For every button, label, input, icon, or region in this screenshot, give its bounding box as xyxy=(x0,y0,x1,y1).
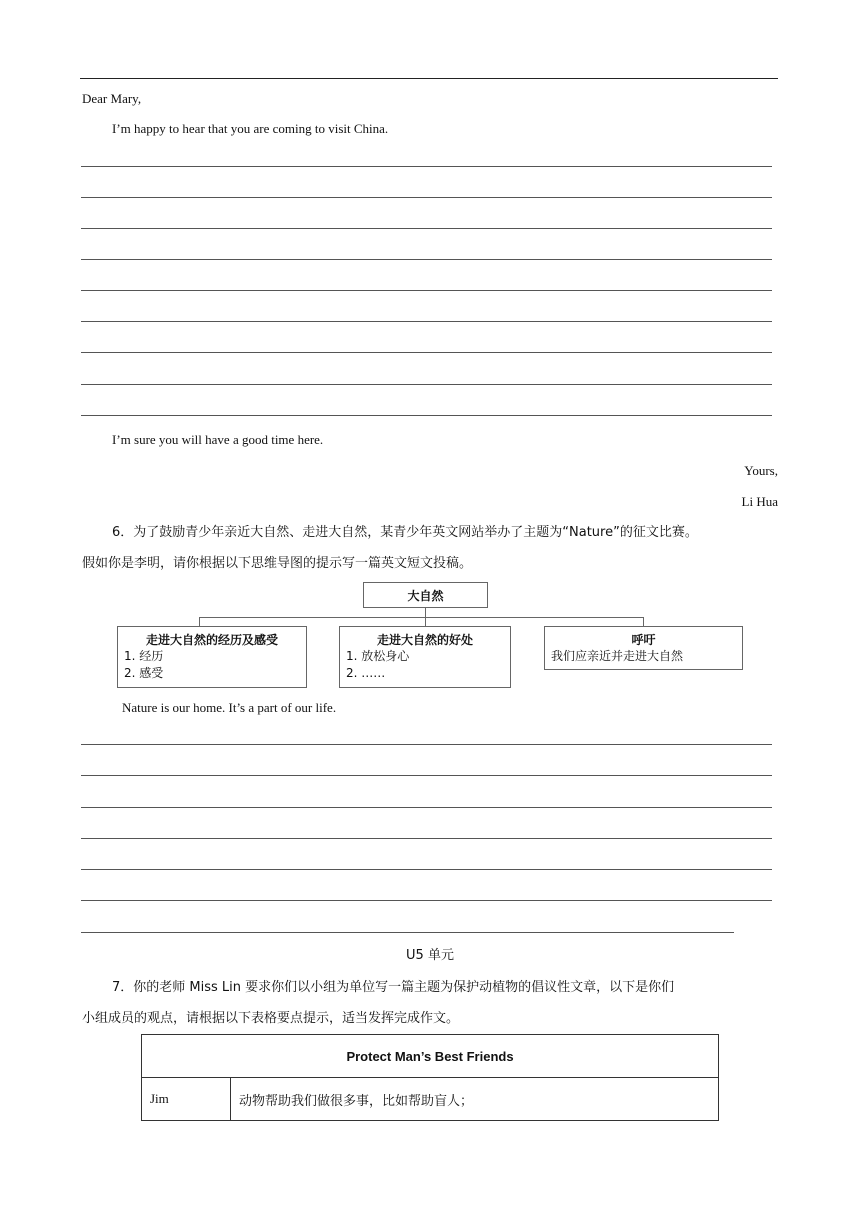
table-row xyxy=(142,1078,719,1121)
q7-prompt-line2: 小组成员的观点，请根据以下表格要点提示，适当发挥完成作文。 xyxy=(82,1011,460,1026)
writing-line xyxy=(81,259,772,260)
table-cell-opinion: 动物帮助我们做很多事，比如帮助盲人； xyxy=(231,1078,719,1121)
letter-closing: I’m sure you will have a good time here. xyxy=(112,432,324,447)
letter-greeting: Dear Mary, xyxy=(82,91,142,106)
table-header: Protect Man’s Best Friends xyxy=(142,1035,719,1078)
q6-prompt-line2: 假如你是李明，请你根据以下思维导图的提示写一篇英文短文投稿。 xyxy=(82,556,473,571)
branch-title: 走进大自然的经历及感受 xyxy=(145,633,278,647)
branch-item: 2. 感受 xyxy=(124,666,164,680)
writing-line xyxy=(81,197,772,198)
letter-sign-off: Yours, xyxy=(744,463,778,478)
writing-line xyxy=(81,838,772,839)
connector xyxy=(199,617,643,618)
q6-opening: Nature is our home. It’s a part of our life. xyxy=(122,700,337,715)
branch-item: 1. 放松身心 xyxy=(346,649,410,663)
top-rule xyxy=(80,78,778,79)
branch-item: 我们应亲近并走进大自然 xyxy=(551,649,684,663)
branch-title: 呼吁 xyxy=(631,633,656,647)
mindmap-root xyxy=(363,582,488,608)
mindmap-branch-experience xyxy=(117,626,307,688)
q6-prompt-line1: 6．为了鼓励青少年亲近大自然、走进大自然，某青少年英文网站举办了主题为“Nature”的征文比赛。 xyxy=(112,525,698,540)
q7-table xyxy=(141,1034,719,1121)
writing-line xyxy=(81,352,772,353)
branch-title: 走进大自然的好处 xyxy=(376,633,473,647)
table-cell-name: Jim xyxy=(142,1078,231,1121)
letter-signature: Li Hua xyxy=(741,494,778,509)
writing-line xyxy=(81,932,734,933)
connector xyxy=(425,617,426,626)
writing-line xyxy=(81,384,772,385)
unit-title: U5 单元 xyxy=(406,948,454,963)
mindmap-branch-appeal xyxy=(544,626,743,670)
writing-line xyxy=(81,869,772,870)
writing-line xyxy=(81,166,772,167)
writing-line xyxy=(81,415,772,416)
table-header-row xyxy=(142,1035,719,1078)
writing-line xyxy=(81,744,772,745)
connector xyxy=(643,617,644,626)
branch-item: 2. …… xyxy=(346,666,386,680)
writing-line xyxy=(81,775,772,776)
connector xyxy=(199,617,200,626)
mindmap-root-label: 大自然 xyxy=(407,589,444,603)
letter-opening: I’m happy to hear that you are coming to visit China. xyxy=(112,121,389,136)
q7-prompt-line1: 7．你的老师 Miss Lin 要求你们以小组为单位写一篇主题为保护动植物的倡议性文章，以下是你们 xyxy=(112,980,675,995)
writing-line xyxy=(81,228,772,229)
writing-line xyxy=(81,807,772,808)
writing-line xyxy=(81,900,772,901)
writing-line xyxy=(81,290,772,291)
writing-line xyxy=(81,321,772,322)
mindmap-branch-benefits xyxy=(339,626,511,688)
branch-item: 1. 经历 xyxy=(124,649,164,663)
